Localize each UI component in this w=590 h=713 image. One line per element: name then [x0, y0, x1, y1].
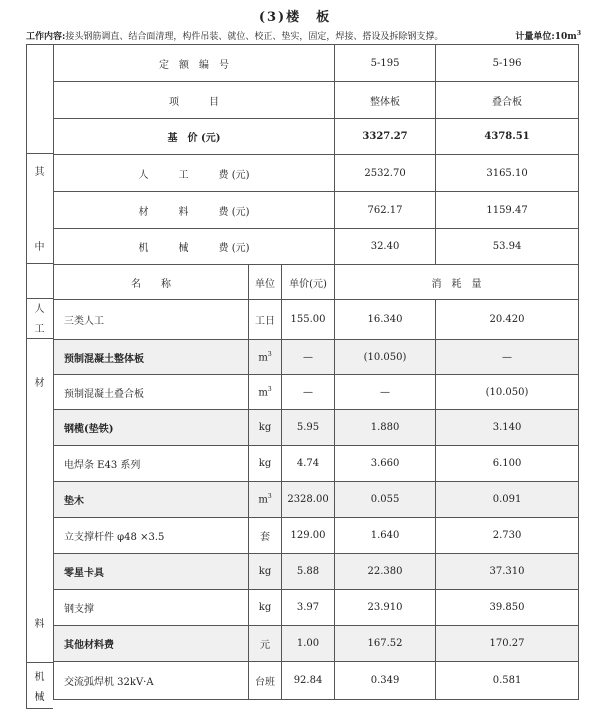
row-unit-text: kg	[258, 422, 272, 433]
quota-table	[53, 44, 579, 700]
row-value-1: 22.380	[335, 554, 436, 590]
row-price: 92.84	[282, 662, 335, 700]
among-bottom-char: 中	[34, 242, 45, 253]
material-cost-col-2: 1159.47	[436, 192, 579, 229]
machine-char-2: 械	[34, 692, 45, 703]
row-name: 三类人工	[54, 300, 249, 340]
row-name: 钢支撑	[54, 590, 249, 626]
row-price: —	[282, 340, 335, 375]
row-unit-text: 套	[260, 532, 270, 543]
code-row	[54, 45, 579, 82]
row-unit	[249, 554, 282, 590]
row-name: 钢榄(垫铁)	[54, 410, 249, 446]
row-name: 垫木	[54, 482, 249, 518]
row-name: 交流弧焊机 32kV·A	[54, 662, 249, 700]
table-row	[54, 375, 579, 410]
row-unit	[249, 300, 282, 340]
row-price: 3.97	[282, 590, 335, 626]
machine-char-1: 机	[34, 672, 45, 683]
row-value-1: 167.52	[335, 626, 436, 662]
row-value-2: —	[436, 340, 579, 375]
row-name: 预制混凝土整体板	[54, 340, 249, 375]
row-value-1: 0.349	[335, 662, 436, 700]
item-col-1: 整体板	[335, 82, 436, 119]
col-header-unit: 单位	[249, 265, 282, 300]
table-row	[54, 482, 579, 518]
consumption-header-row	[54, 265, 579, 300]
machine-cost-col-1: 32.40	[335, 229, 436, 265]
row-value-1: 1.640	[335, 518, 436, 554]
row-unit-sup: 3	[267, 493, 272, 501]
code-col-2: 5-196	[436, 45, 579, 82]
measure-unit	[515, 29, 581, 42]
work-content-note	[26, 29, 581, 42]
row-name: 其他材料费	[54, 626, 249, 662]
row-value-2: 39.850	[436, 590, 579, 626]
table-row	[54, 446, 579, 482]
material-char-2: 料	[34, 619, 45, 630]
labor-cost-label: 人 工 费 (元)	[54, 155, 335, 192]
row-name: 预制混凝土叠合板	[54, 375, 249, 410]
row-price: 5.88	[282, 554, 335, 590]
row-value-2: 20.420	[436, 300, 579, 340]
machine-cost-label: 机 械 费 (元)	[54, 229, 335, 265]
row-unit-text: 工日	[255, 316, 275, 327]
col-header-amount: 消 耗 量	[335, 265, 579, 300]
row-unit-text: 元	[260, 640, 270, 651]
base-price-col-2: 4378.51	[436, 119, 579, 155]
row-value-1: 0.055	[335, 482, 436, 518]
row-unit	[249, 410, 282, 446]
row-unit	[249, 626, 282, 662]
row-unit-text: 台班	[255, 677, 275, 688]
side-sep-5	[26, 662, 53, 663]
row-value-1: (10.050)	[335, 340, 436, 375]
row-value-2: 170.27	[436, 626, 579, 662]
item-col-2: 叠合板	[436, 82, 579, 119]
measure-unit-sup: 3	[576, 30, 581, 37]
row-price: 1.00	[282, 626, 335, 662]
row-unit-text: m	[258, 387, 268, 399]
row-unit-sup: 3	[267, 385, 272, 393]
table-row	[54, 300, 579, 340]
side-sep-2	[26, 263, 53, 264]
row-unit	[249, 662, 282, 700]
row-price: 5.95	[282, 410, 335, 446]
side-sep-4	[26, 338, 53, 339]
measure-unit-label: 计量单位:	[515, 32, 555, 42]
row-unit	[249, 590, 282, 626]
base-price-label: 基 价 (元)	[54, 119, 335, 155]
consumption-rows	[54, 300, 579, 700]
material-cost-row	[54, 192, 579, 229]
measure-unit-value: 10m	[554, 32, 577, 42]
labor-char-1: 人	[34, 304, 45, 315]
row-unit-text: kg	[258, 602, 272, 613]
table-row	[54, 340, 579, 375]
work-content-label: 工作内容:	[26, 32, 66, 42]
code-label: 定 额 编 号	[54, 45, 335, 82]
row-value-1: 3.660	[335, 446, 436, 482]
row-value-2: 3.140	[436, 410, 579, 446]
table-row	[54, 518, 579, 554]
row-unit-sup: 3	[267, 350, 272, 358]
row-name: 零星卡具	[54, 554, 249, 590]
labor-cost-col-2: 3165.10	[436, 155, 579, 192]
material-char-1: 材	[34, 378, 45, 389]
row-name: 立支撑杆件 φ48 ×3.5	[54, 518, 249, 554]
machine-cost-col-2: 53.94	[436, 229, 579, 265]
row-value-1: 23.910	[335, 590, 436, 626]
row-unit	[249, 518, 282, 554]
among-top-char: 其	[34, 167, 45, 178]
row-value-2: 6.100	[436, 446, 579, 482]
col-header-name: 名 称	[54, 265, 249, 300]
table-row	[54, 554, 579, 590]
row-price: 129.00	[282, 518, 335, 554]
row-price: 4.74	[282, 446, 335, 482]
row-value-2: 0.091	[436, 482, 579, 518]
row-unit	[249, 482, 282, 518]
row-price: 2328.00	[282, 482, 335, 518]
work-content-text: 接头钢筋调直、结合面清理，构件吊装、就位、校正、垫实，固定，焊接、搭设及拆除钢支撑。	[65, 32, 444, 42]
labor-cost-row	[54, 155, 579, 192]
row-value-1: 1.880	[335, 410, 436, 446]
row-price: —	[282, 375, 335, 410]
machine-cost-row	[54, 229, 579, 265]
row-unit	[249, 375, 282, 410]
row-unit	[249, 340, 282, 375]
row-price: 155.00	[282, 300, 335, 340]
row-value-1: 16.340	[335, 300, 436, 340]
row-value-2: 37.310	[436, 554, 579, 590]
row-value-2: 2.730	[436, 518, 579, 554]
row-unit	[249, 446, 282, 482]
base-price-col-1: 3327.27	[335, 119, 436, 155]
code-col-1: 5-195	[335, 45, 436, 82]
item-row	[54, 82, 579, 119]
row-value-1: —	[335, 375, 436, 410]
row-unit-text: m	[258, 494, 268, 506]
base-price-row	[54, 119, 579, 155]
row-value-2: 0.581	[436, 662, 579, 700]
row-unit-text: kg	[258, 458, 272, 469]
table-row	[54, 410, 579, 446]
table-row	[54, 590, 579, 626]
row-name: 电焊条 E43 系列	[54, 446, 249, 482]
item-label: 项 目	[54, 82, 335, 119]
labor-char-2: 工	[34, 324, 45, 335]
labor-cost-col-1: 2532.70	[335, 155, 436, 192]
row-value-2: (10.050)	[436, 375, 579, 410]
col-header-price: 单价(元)	[282, 265, 335, 300]
side-sep-1	[26, 153, 53, 154]
row-unit-text: m	[258, 352, 268, 364]
side-sep-3	[26, 298, 53, 299]
table-row	[54, 626, 579, 662]
material-cost-label: 材 料 费 (元)	[54, 192, 335, 229]
material-cost-col-1: 762.17	[335, 192, 436, 229]
page-title: (3)楼 板	[258, 10, 332, 25]
table-row	[54, 662, 579, 700]
row-unit-text: kg	[258, 566, 272, 577]
